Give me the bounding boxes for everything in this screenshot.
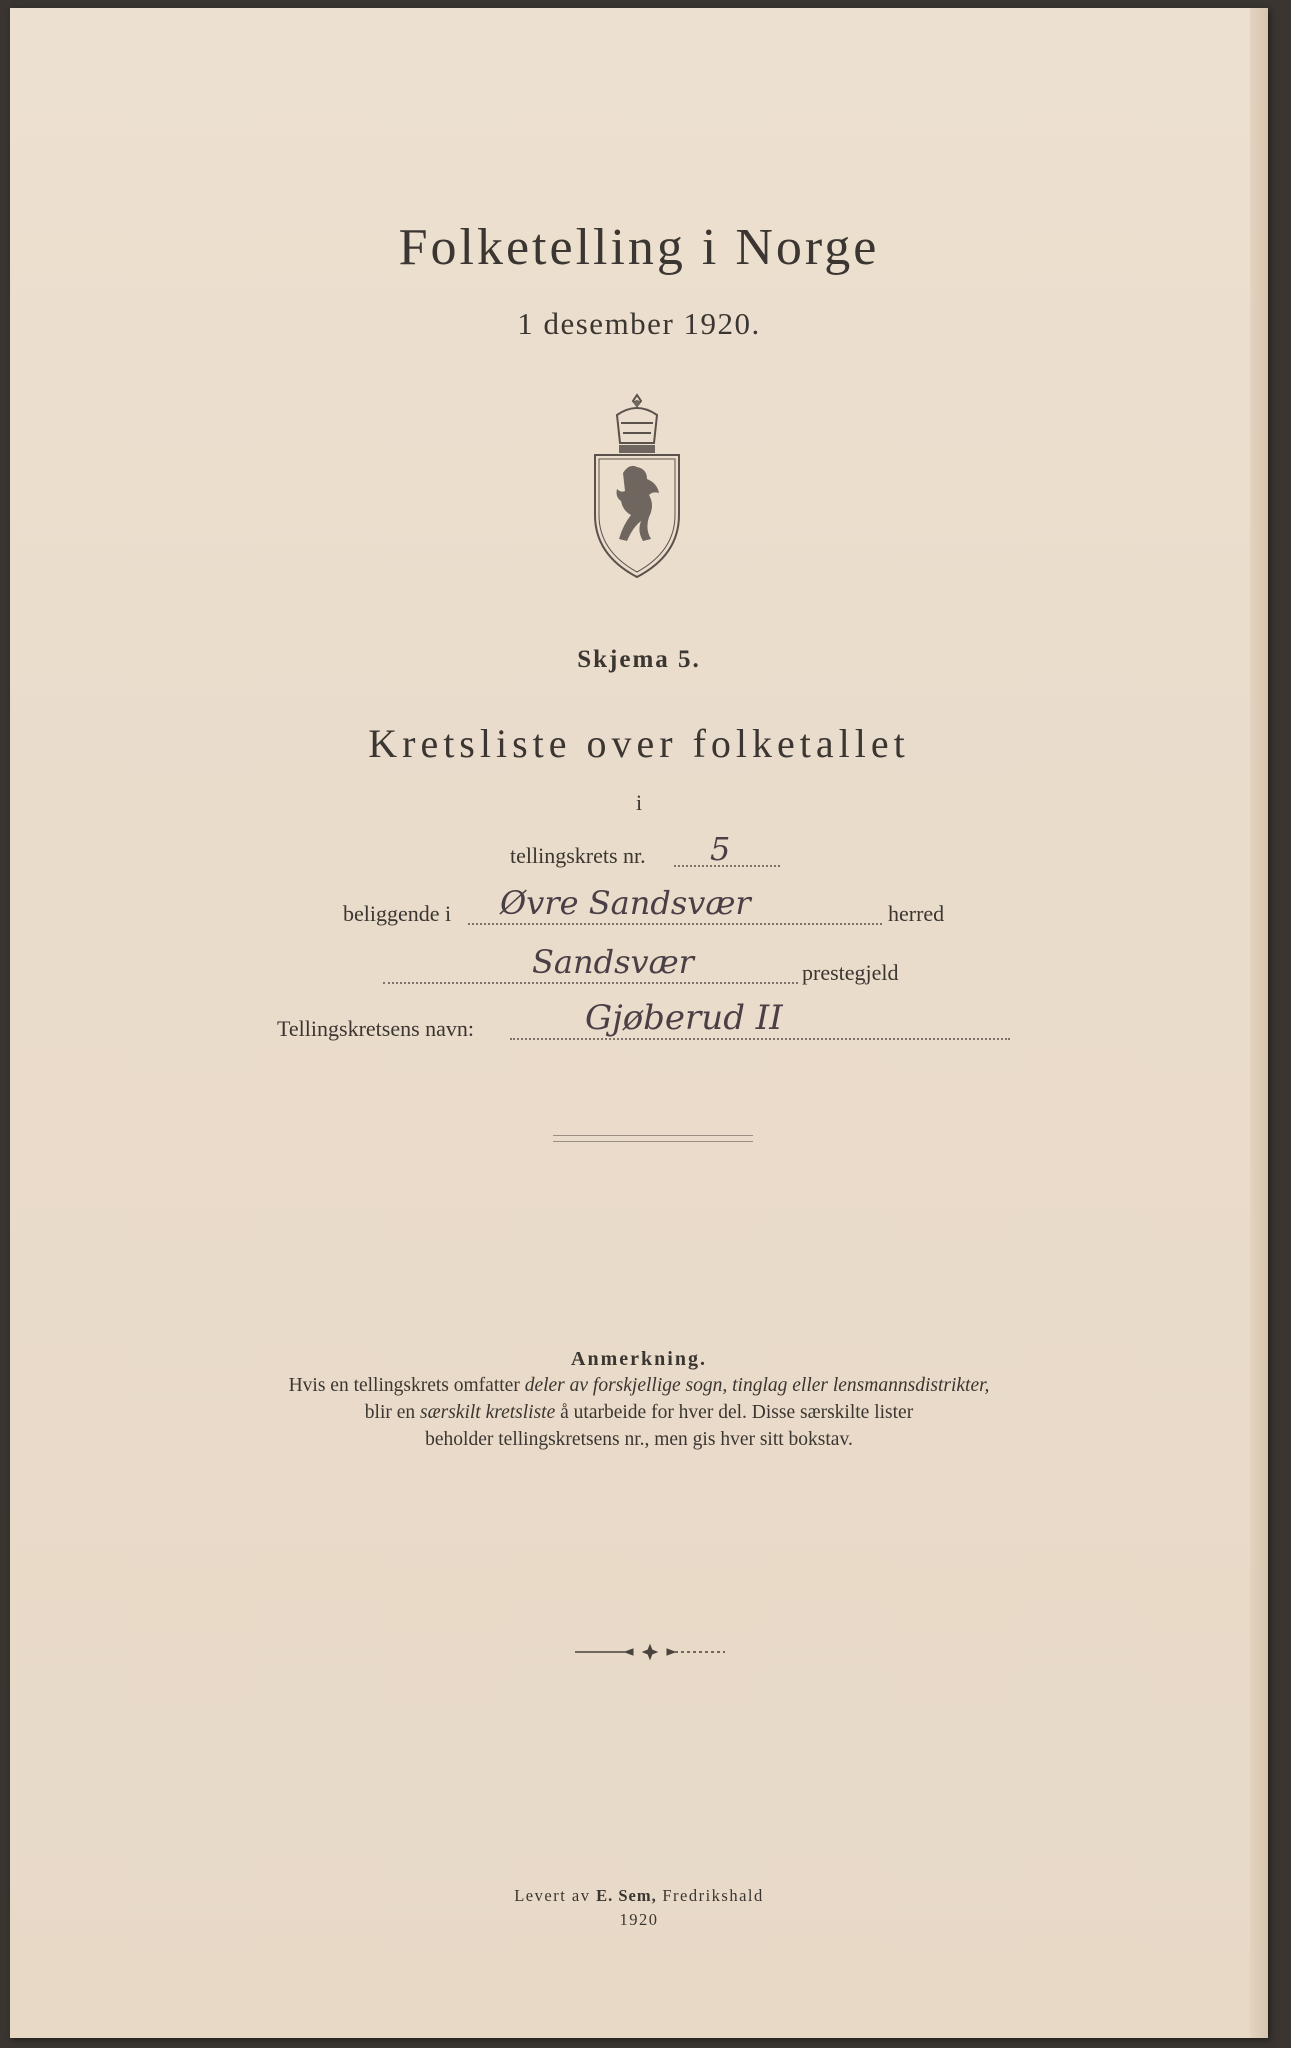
prestegjeld-label: prestegjeld — [802, 960, 899, 985]
printer-credit — [10, 1884, 1268, 1932]
census-date: 1 desember 1920. — [517, 306, 761, 341]
separator-rule-bottom — [553, 1141, 753, 1142]
krets-name-value: Gjøberud II — [585, 998, 783, 1038]
census-form-page — [10, 8, 1268, 2038]
note-line-2: blir en særskilt kretsliste å utarbeide for hver del. Disse særskilte lister — [364, 1402, 914, 1423]
beliggende-label: beliggende i — [343, 901, 452, 926]
beliggende-value: Øvre Sandsvær — [500, 884, 751, 922]
prestegjeld-value: Sandsvær — [532, 943, 694, 981]
printer-year: 1920 — [619, 1910, 659, 1929]
note-heading: Anmerkning. — [571, 1348, 707, 1370]
note-line-3: beholder tellingskretsens nr., men gis hver sitt bokstav. — [425, 1429, 853, 1450]
coat-of-arms-icon — [589, 393, 685, 579]
prestegjeld-dotted-line — [383, 982, 798, 984]
krets-name-label: Tellingskretsens navn: — [277, 1016, 475, 1041]
ornament-divider-icon — [570, 1642, 730, 1662]
document-title: Folketelling i Norge — [398, 219, 880, 276]
form-heading: Kretsliste over folketallet — [368, 721, 910, 766]
herred-label: herred — [888, 901, 945, 926]
printer-line: Levert av E. Sem, Fredrikshald — [514, 1886, 764, 1905]
krets-name-dotted-line — [510, 1038, 1010, 1040]
krets-number-label: tellingskrets nr. — [510, 843, 646, 868]
separator-rule-top — [553, 1135, 753, 1136]
beliggende-dotted-line — [468, 923, 882, 925]
note-body — [210, 1372, 1068, 1453]
note-line-1: Hvis en tellingskrets omfatter deler av forskjellige sogn, tinglag eller lensmannsdistrikter, — [288, 1375, 990, 1396]
krets-number-value: 5 — [710, 830, 731, 868]
heading-connector: i — [635, 790, 643, 815]
schema-number: Skjema 5. — [577, 646, 701, 673]
